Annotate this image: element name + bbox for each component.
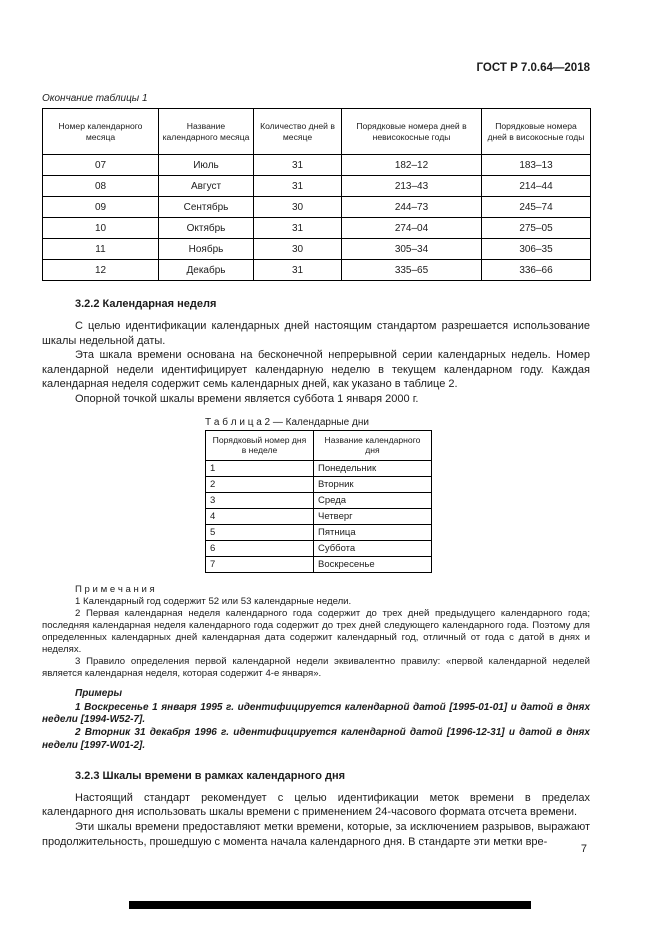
document-header: ГОСТ Р 7.0.64—2018 bbox=[476, 62, 590, 74]
column-header: Порядковые номера дней в високосные годы bbox=[482, 109, 591, 155]
table-cell: 335–65 bbox=[342, 260, 482, 281]
column-header: Порядковые номера дней в невисокосные годы bbox=[342, 109, 482, 155]
table-cell: Пятница bbox=[314, 524, 432, 540]
section-323-body bbox=[42, 791, 590, 849]
table-cell: 30 bbox=[254, 197, 342, 218]
table-cell: Среда bbox=[314, 492, 432, 508]
table-cell: Ноябрь bbox=[159, 239, 254, 260]
note-item: 3 Правило определения первой календарной недели эквивалентно правилу: «первой календарной неделей является календарная неделя, которая содержит 4-е января». bbox=[42, 656, 590, 679]
example-item: 1 Воскресенье 1 января 1995 г. идентифицируется календарной датой [1995-01-01] и датой в днях недели [1994-W52-7]. bbox=[42, 701, 590, 726]
table-cell: 244–73 bbox=[342, 197, 482, 218]
table-cell: Вторник bbox=[314, 476, 432, 492]
scan-artifact-bar bbox=[129, 901, 531, 909]
table-cell: Четверг bbox=[314, 508, 432, 524]
table-row bbox=[206, 540, 432, 556]
table-cell: 09 bbox=[43, 197, 159, 218]
table-cell: 336–66 bbox=[482, 260, 591, 281]
table-cell: 12 bbox=[43, 260, 159, 281]
column-header: Количество дней в месяце bbox=[254, 109, 342, 155]
table-cell: Сентябрь bbox=[159, 197, 254, 218]
examples-block bbox=[42, 688, 590, 753]
table-row bbox=[206, 556, 432, 572]
table-row bbox=[43, 176, 591, 197]
table-cell: 214–44 bbox=[482, 176, 591, 197]
examples-heading: Примеры bbox=[75, 687, 123, 699]
table-cell: Август bbox=[159, 176, 254, 197]
table-cell: Понедельник bbox=[314, 460, 432, 476]
section-323-heading: 3.2.3 Шкалы времени в рамках календарного дня bbox=[75, 769, 346, 782]
table-row bbox=[206, 492, 432, 508]
page-number: 7 bbox=[580, 843, 587, 855]
table-cell: Воскресенье bbox=[314, 556, 432, 572]
table-cell: Декабрь bbox=[159, 260, 254, 281]
table-row bbox=[206, 508, 432, 524]
table-cell: 2 bbox=[206, 476, 314, 492]
table-cell: 08 bbox=[43, 176, 159, 197]
table-cell: 10 bbox=[43, 218, 159, 239]
column-header: Номер календарного месяца bbox=[43, 109, 159, 155]
table-cell: 30 bbox=[254, 239, 342, 260]
table-row bbox=[206, 460, 432, 476]
table2-header-row bbox=[206, 430, 432, 460]
table1-header-row bbox=[43, 109, 591, 155]
section-322-body bbox=[42, 319, 590, 407]
table-cell: 31 bbox=[254, 155, 342, 176]
table-cell: 275–05 bbox=[482, 218, 591, 239]
table-row bbox=[43, 218, 591, 239]
table-row bbox=[206, 476, 432, 492]
table-cell: 5 bbox=[206, 524, 314, 540]
body-paragraph: Эти шкалы времени предоставляют метки времени, которые, за исключением разрывов, выражают продолжительность, прошедшую с момента начала календарного дня. В стандарте эти метки вре- bbox=[42, 820, 590, 848]
table-cell: 7 bbox=[206, 556, 314, 572]
table-row bbox=[206, 524, 432, 540]
body-paragraph: С целью идентификации календарных дней настоящим стандартом разрешается использование шкалы недельной даты. bbox=[42, 320, 590, 347]
example-item: 2 Вторник 31 декабря 1996 г. идентифицируется календарной датой [1996-12-31] и датой в днях недели [1997-W01-2]. bbox=[42, 727, 590, 751]
table-cell: 6 bbox=[206, 540, 314, 556]
column-header: Название календарного дня bbox=[314, 430, 432, 460]
table-row bbox=[43, 260, 591, 281]
table-cell: 1 bbox=[206, 460, 314, 476]
table-cell: 31 bbox=[254, 260, 342, 281]
table-cell: 183–13 bbox=[482, 155, 591, 176]
table-cell: 213–43 bbox=[342, 176, 482, 197]
notes-heading: П р и м е ч а н и я bbox=[75, 583, 155, 595]
body-paragraph: Эта шкала времени основана на бесконечной непрерывной серии календарных недель. Номер календарной недели идентифицирует календарную неделю в текущем календарном году. Каждая календарная неделя содержит семь календарных дней, как указано в таблице 2. bbox=[42, 349, 590, 391]
column-header: Порядковый номер дня в неделе bbox=[206, 430, 314, 460]
table-cell: 245–74 bbox=[482, 197, 591, 218]
table-cell: 4 bbox=[206, 508, 314, 524]
note-item: 2 Первая календарная неделя календарного года содержит до трех дней предыдущего календарного года; последняя календарная неделя календарного года содержит до трех дней следующего календарного года. Поэтому для определенных календарных дней календарная дата содержит календарный год, отличный от года с датой в днях и неделях. bbox=[42, 608, 590, 656]
examples-list bbox=[42, 702, 590, 753]
table-cell: 306–35 bbox=[482, 239, 591, 260]
table-cell: 31 bbox=[254, 218, 342, 239]
table-cell: 182–12 bbox=[342, 155, 482, 176]
table1-caption: Окончание таблицы 1 bbox=[42, 93, 148, 104]
table-cell: 07 bbox=[43, 155, 159, 176]
table-cell: Июль bbox=[159, 155, 254, 176]
table-row bbox=[43, 197, 591, 218]
table-row bbox=[43, 155, 591, 176]
notes-list bbox=[42, 596, 590, 679]
notes-block bbox=[42, 584, 590, 680]
calendar-days-table bbox=[205, 430, 432, 573]
table-cell: 31 bbox=[254, 176, 342, 197]
body-paragraph: Опорной точкой шкалы времени является суббота 1 января 2000 г. bbox=[75, 392, 419, 405]
column-header: Название календарного месяца bbox=[159, 109, 254, 155]
table-cell: 3 bbox=[206, 492, 314, 508]
table-cell: Октябрь bbox=[159, 218, 254, 239]
table-cell: 11 bbox=[43, 239, 159, 260]
body-paragraph: Настоящий стандарт рекомендует с целью идентификации меток времени в пределах календарного дня использовать шкалы времени с применением 24-часового формата отсчета времени. bbox=[42, 791, 590, 819]
calendar-months-table bbox=[42, 108, 591, 281]
note-item: 1 Календарный год содержит 52 или 53 календарные недели. bbox=[75, 596, 352, 608]
table-cell: Суббота bbox=[314, 540, 432, 556]
table-cell: 274–04 bbox=[342, 218, 482, 239]
table-row bbox=[43, 239, 591, 260]
table-cell: 305–34 bbox=[342, 239, 482, 260]
section-322-heading: 3.2.2 Календарная неделя bbox=[75, 298, 217, 310]
table2-caption: Т а б л и ц а 2 — Календарные дни bbox=[205, 416, 369, 428]
